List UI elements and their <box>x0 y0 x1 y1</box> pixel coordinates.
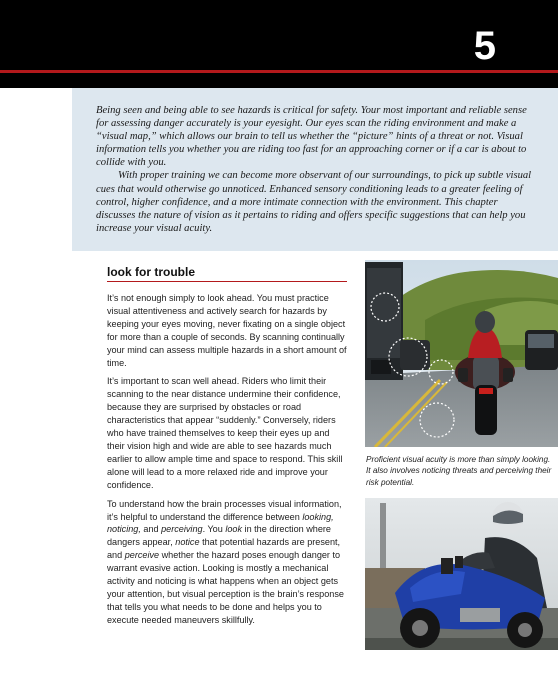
text-run: and <box>140 524 162 535</box>
chapter-header-rule <box>0 70 558 73</box>
intro-paragraph-2: With proper training we can become more observant of our surroundings, to pick up subtle visual cues that would otherwise go unnoticed. Enhanced sensory conditioning leads to a greater feeling of control, higher confidence, and a more intimate connection with the environment. This chapter discusses the nature of vision as it pertains to riding and offers specific suggestions that can help you increase your visual acuity. <box>96 170 532 234</box>
text-run: in the direction where dangers appear, <box>107 524 331 548</box>
intro-text <box>96 104 536 235</box>
emphasis-perceiving: perceiving <box>161 524 203 535</box>
text-run: . You <box>202 524 226 535</box>
body-paragraph-3 <box>107 498 349 627</box>
road-scan-photo <box>365 260 558 447</box>
intro-paragraph-1: Being seen and being able to see hazards is critical for safety. Your most important and reliable sense for assessing danger accurately is your eyesight. Our eyes scan the riding environment and make a “visual map,” which allows our brain to tell us whether the “picture” hints of a threat or not. Visual information tells you whether you are riding too fast for an approaching corner or if a car is about to collide with you. <box>96 105 527 169</box>
text-run: To understand how the brain processes visual information, it’s helpful to understand the difference between <box>107 498 342 522</box>
road-scan-illustration <box>365 260 558 447</box>
chapter-number: 5 <box>473 24 496 68</box>
emphasis-looking: looking, <box>302 511 334 522</box>
body-column <box>107 292 349 633</box>
emphasis-look: look <box>225 524 243 535</box>
text-run: whether the hazard poses enough danger to warrant evasive action. Looking is mostly a mechanical activity and noticing is what happens when an object gets your attention, but visual perception is the brain’s response that tells you what needs to be done and helps you to execute needed maneuvers skillfully. <box>107 550 344 625</box>
body-paragraph-2: It’s important to scan well ahead. Riders who limit their scanning to the near distance undermine their confidence, because they are surprised by obstacles or road characteristics that appear “suddenly.” Conversely, riders who have trained themselves to keep their eyes up and their vision high and wide are able to see hazards much earlier to allow ample time and space to respond. This skill alone will lead to a more relaxed ride and improve your confidence. <box>107 376 343 490</box>
emphasis-notice: notice <box>175 537 200 548</box>
body-paragraph-1: It’s not enough simply to look ahead. You must practice visual attentiveness and actively search for hazards by keeping your eyes moving, never fixating on a single object for more than a couple of seconds. By scanning continually your mind can assess multiple hazards in a short amount of time. <box>107 293 347 368</box>
emphasis-perceive: perceive <box>124 550 160 561</box>
figure-caption: Proficient visual acuity is more than simply looking. It also involves noticing threats and perceiving their risk potential. <box>366 455 552 487</box>
rider-photo <box>365 498 558 650</box>
section-heading-rule <box>107 281 347 282</box>
section-heading: look for trouble <box>107 265 195 279</box>
emphasis-noticing: noticing, <box>107 524 141 535</box>
rider-illustration <box>365 498 558 650</box>
text-run: that potential hazards are present, and <box>107 537 341 561</box>
